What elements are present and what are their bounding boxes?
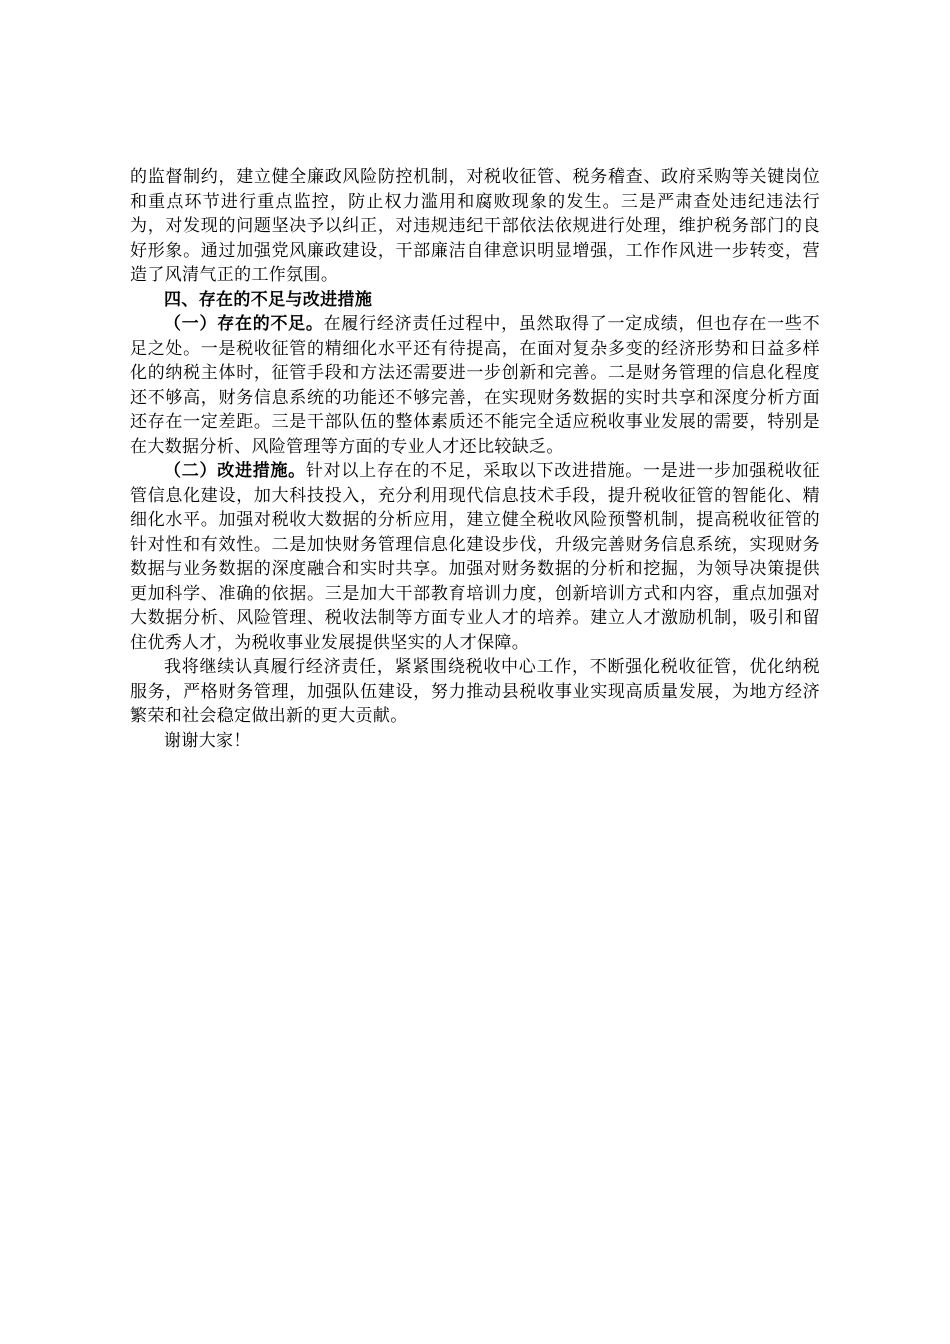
paragraph-improvements: [130, 459, 820, 655]
section-heading-shortcomings-and-improvements: 四、存在的不足与改进措施: [164, 289, 373, 310]
document-page: [130, 165, 820, 753]
shortcomings-body: 在履行经济责任过程中，虽然取得了一定成绩，但也存在一些不足之处。一是税收征管的精细化水平还有待提高，在面对复杂多变的经济形势和日益多样化的纳税主体时，征管手段和方法还需要进一步创新和完善。二是财务管理的信息化程度还不够高，财务信息系统的功能还不够完善，在实现财务数据的实时共享和深度分析方面还存在一定差距。三是干部队伍的整体素质还不能完全适应税收事业发展的需要，特别是在大数据分析、风险管理等方面的专业人才还比较缺乏。: [130, 314, 820, 457]
subheading-shortcomings: （一）存在的不足。: [164, 314, 324, 334]
paragraph-thanks: 谢谢大家！: [164, 730, 251, 751]
paragraph-shortcomings: [130, 312, 820, 459]
paragraph-continuation: 的监督制约，建立健全廉政风险防控机制，对税收征管、税务稽查、政府采购等关键岗位和重点环节进行重点监控，防止权力滥用和腐败现象的发生。三是严肃查处违纪违法行为，对发现的问题坚决予以纠正，对违规违纪干部依法依规进行处理，维护税务部门的良好形象。通过加强党风廉政建设，干部廉洁自律意识明显增强，工作作风进一步转变，营造了风清气正的工作氛围。: [130, 167, 820, 285]
improvements-body: 针对以上存在的不足，采取以下改进措施。一是进一步加强税收征管信息化建设，加大科技投入，充分利用现代信息技术手段，提升税收征管的智能化、精细化水平。加强对税收大数据的分析应用，建立健全税收风险预警机制，提高税收征管的针对性和有效性。二是加快财务管理信息化建设步伐，升级完善财务信息系统，实现财务数据与业务数据的深度融合和实时共享。加强对财务数据的分析和挖掘，为领导决策提供更加科学、准确的依据。三是加大干部教育培训力度，创新培训方式和内容，重点加强对大数据分析、风险管理、税收法制等方面专业人才的培养。建立人才激励机制，吸引和留住优秀人才，为税收事业发展提供坚实的人才保障。: [130, 461, 820, 653]
paragraph-closing: 我将继续认真履行经济责任，紧紧围绕税收中心工作，不断强化税收征管，优化纳税服务，严格财务管理，加强队伍建设，努力推动县税收事业实现高质量发展，为地方经济繁荣和社会稳定做出新的更大贡献。: [130, 657, 820, 726]
subheading-improvements: （二）改进措施。: [164, 461, 306, 481]
